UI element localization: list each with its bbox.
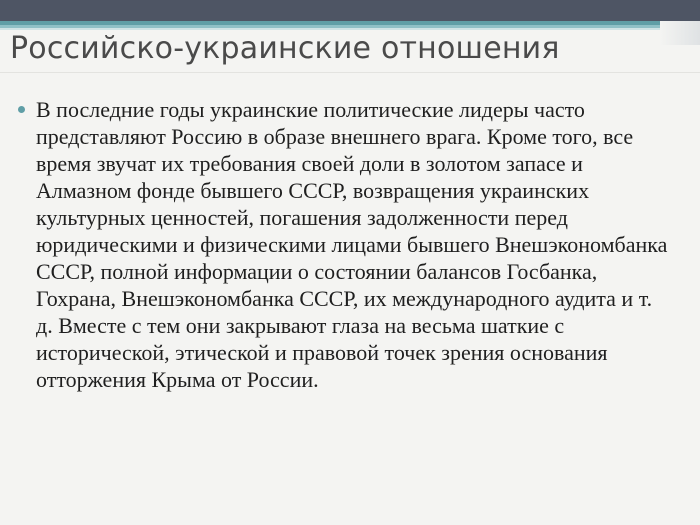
slide-title: Российско-украинские отношения bbox=[10, 31, 560, 66]
title-divider bbox=[0, 72, 700, 73]
header-band bbox=[0, 0, 700, 21]
slide-content bbox=[18, 96, 668, 393]
bullet-dot-icon bbox=[18, 106, 25, 113]
header-right-cap bbox=[660, 21, 700, 45]
bullet-text: В последние годы украинские политические лидеры часто представляют Россию в образе внешнего врага. Кроме того, все время звучат их требования своей доли в золотом запасе и Алмазном фонде бывшего СССР, возвращения украинских культурных ценностей, погашения задолженности перед юридическими и физическими лицами бывшего Внешэкономбанка СССР, полной информации о состоянии балансов Госбанка, Гохрана, Внешэкономбанка СССР, их международного аудита и т. д. Вместе с тем они закрывают глаза на весьма шаткие с исторической, этической и правовой точек зрения основания отторжения Крыма от России. bbox=[36, 97, 668, 392]
bullet-item bbox=[18, 96, 668, 393]
